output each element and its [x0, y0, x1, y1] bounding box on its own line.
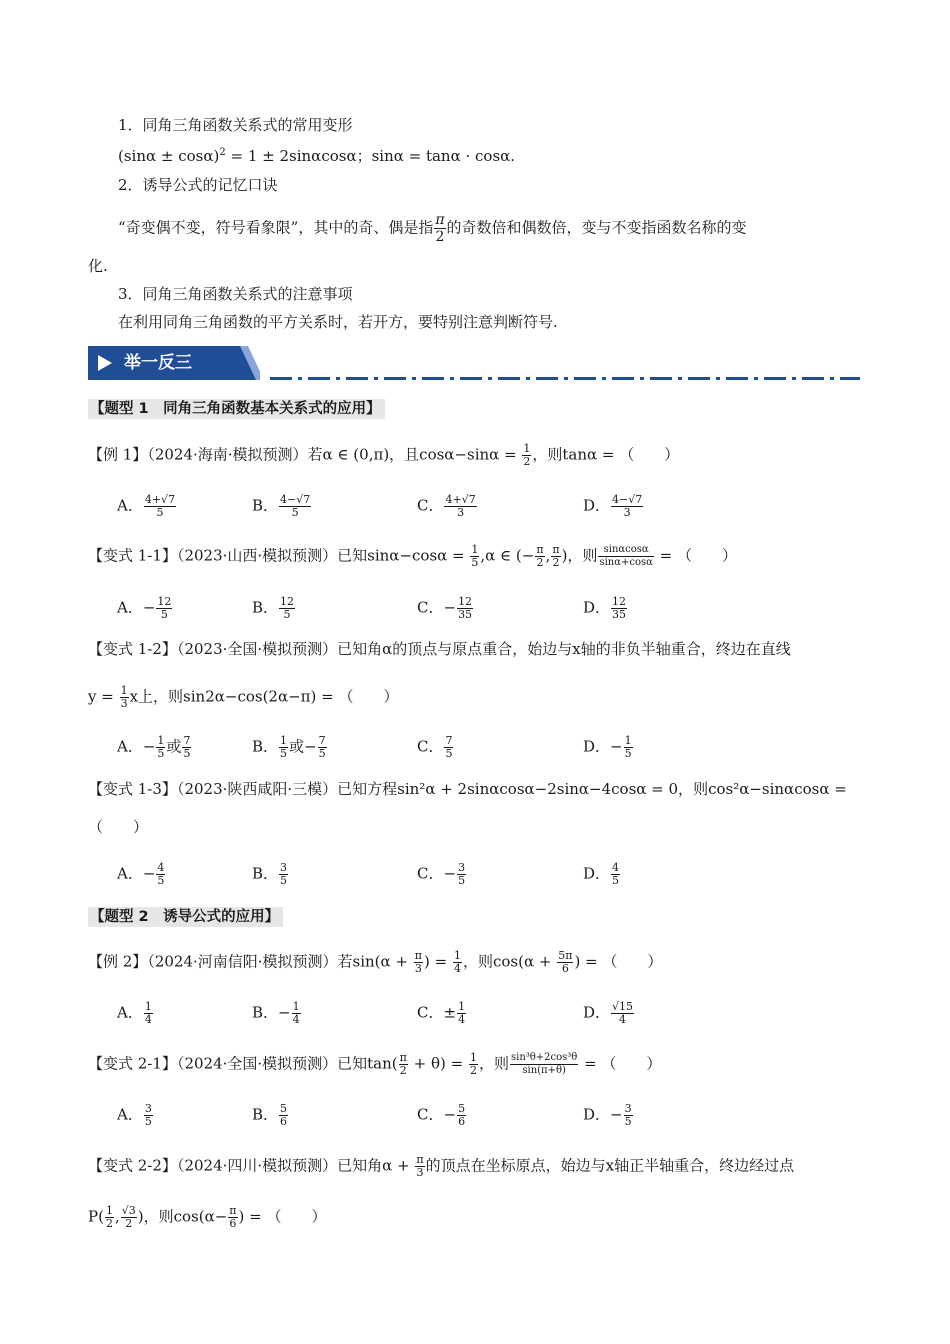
fraction-numerator: 12 — [458, 595, 473, 608]
fraction — [156, 735, 165, 760]
fraction-numerator: 4 — [612, 861, 620, 874]
fraction-denominator: 4 — [292, 1013, 300, 1026]
stem-text: 若sin(α + — [337, 952, 413, 971]
option-letter: A． — [117, 737, 143, 756]
fraction-denominator: 5 — [144, 1115, 152, 1128]
fraction-numerator: 1 — [280, 734, 288, 747]
fraction-numerator: 7 — [183, 734, 191, 747]
option-sign: − — [142, 737, 156, 756]
fraction — [611, 1001, 634, 1026]
option-letter: D． — [583, 1105, 611, 1124]
variant-2-2-stem-line-2 — [88, 1205, 327, 1230]
option-sign: − — [304, 737, 317, 756]
fraction-numerator: 7 — [318, 734, 326, 747]
fraction-denominator: 3 — [623, 506, 631, 519]
option-d[interactable] — [583, 1103, 634, 1128]
fraction — [415, 1154, 424, 1179]
example-1-stem — [88, 443, 679, 468]
option-letter: A． — [117, 864, 143, 883]
option-sign: ± — [443, 1003, 457, 1022]
option-a[interactable] — [117, 1103, 154, 1128]
fraction-denominator: 5 — [280, 747, 288, 760]
option-a[interactable] — [117, 862, 166, 887]
question-tag: 【变式 2-2】 — [88, 1156, 177, 1175]
fraction — [279, 494, 311, 519]
fraction-denominator: 3 — [414, 962, 422, 975]
option-letter: B． — [252, 496, 279, 515]
option-b[interactable] — [252, 596, 296, 621]
fraction-denominator: 35 — [612, 608, 627, 621]
stem-text: 已知角α的顶点与原点重合，始边与x轴的非负半轴重合，终边在直线 — [337, 640, 791, 658]
fraction — [551, 544, 560, 569]
fraction-numerator: 1 — [120, 684, 128, 697]
fraction-denominator: 2 — [399, 1064, 407, 1077]
question-tag: 【变式 2-1】 — [88, 1054, 177, 1073]
note-2-title: 2．诱导公式的记忆口诀 — [118, 176, 278, 194]
fraction-denominator: 5 — [160, 608, 168, 621]
stem-text: = （ ） — [579, 1054, 662, 1073]
question-source: （2024·全国·模拟预测） — [176, 1054, 338, 1073]
fraction-denominator: 5 — [183, 747, 191, 760]
fraction — [144, 1103, 153, 1128]
fraction-numerator: π — [416, 1153, 424, 1166]
fraction-denominator: 3 — [457, 506, 465, 519]
fraction-denominator: 6 — [229, 1217, 237, 1230]
fraction-numerator: 1 — [105, 1204, 113, 1217]
question-source: （2023·山西·模拟预测） — [176, 546, 338, 565]
fraction — [105, 1205, 114, 1230]
fraction-denominator: 6 — [561, 962, 569, 975]
variant-1-2-stem — [88, 639, 791, 659]
fraction — [182, 735, 191, 760]
fraction-numerator: 3 — [458, 861, 466, 874]
option-a[interactable] — [117, 494, 177, 519]
option-c[interactable] — [417, 735, 454, 760]
option-b[interactable] — [252, 494, 312, 519]
stem-text: ，则tanα = （ ） — [532, 445, 680, 464]
fraction — [292, 1001, 301, 1026]
option-letter: C． — [417, 864, 444, 883]
banner-label: 举一反三 — [124, 353, 192, 373]
option-d[interactable] — [583, 735, 634, 760]
option-d[interactable] — [583, 862, 621, 887]
option-letter: D． — [583, 1003, 611, 1022]
fraction — [121, 1205, 137, 1230]
note-3-body: 在利用同角三角函数的平方关系时，若开方，要特别注意判断符号. — [118, 313, 558, 331]
fraction-denominator: sinα+cosα — [599, 557, 653, 568]
option-letter: A． — [117, 1003, 143, 1022]
stem-text: 若α ∈ (0,π)，且cosα−sinα = — [307, 445, 522, 464]
note-3-title: 3．同角三角函数关系式的注意事项 — [118, 285, 353, 303]
option-b[interactable] — [252, 1001, 302, 1026]
fraction-numerator: 1 — [471, 543, 479, 556]
stem-text: 已知角α + — [337, 1156, 415, 1175]
fraction-denominator: 4 — [453, 962, 461, 975]
example-2-stem — [88, 950, 662, 975]
question-tag: 【例 2】 — [88, 952, 148, 971]
stem-text: ，则cos(α + — [462, 952, 557, 971]
fraction-numerator: 1 — [469, 1051, 477, 1064]
pi-over-2-fraction — [434, 212, 445, 245]
fraction — [598, 544, 653, 569]
question-source: （2024·四川·模拟预测） — [176, 1156, 338, 1175]
option-b[interactable] — [252, 735, 328, 760]
fraction — [144, 1001, 153, 1026]
fraction — [156, 596, 172, 621]
option-c[interactable] — [417, 494, 478, 519]
fraction — [557, 950, 573, 975]
fraction-denominator: 5 — [157, 747, 165, 760]
stem-text: )，则 — [561, 546, 598, 565]
stem-text: )，则cos(α− — [137, 1207, 228, 1226]
stem-text: ，则 — [478, 1054, 509, 1073]
option-sign: − — [278, 1003, 291, 1022]
fraction-denominator: 4 — [619, 1013, 627, 1026]
stem-text: x上，则sin2α−cos(2α−π) = （ ） — [129, 687, 399, 706]
fraction-numerator: 5π — [558, 949, 573, 962]
option-d[interactable] — [583, 596, 628, 621]
fraction-denominator: 5 — [157, 874, 165, 887]
option-a[interactable] — [117, 1001, 154, 1026]
option-letter: C． — [417, 1003, 444, 1022]
option-sign: − — [610, 1105, 623, 1124]
fraction-numerator: sin³θ+2cos³θ — [510, 1052, 578, 1063]
option-c[interactable] — [417, 862, 467, 887]
fraction-numerator: 1 — [292, 1000, 300, 1013]
fraction — [457, 1103, 466, 1128]
option-sign: − — [443, 864, 457, 883]
fraction-denominator: 5 — [624, 747, 632, 760]
question-source: （2023·陕西咸阳·三模） — [176, 780, 338, 798]
formula-part-a: (sinα ± cosα) — [118, 147, 220, 165]
option-d[interactable] — [583, 494, 644, 519]
fraction — [279, 1103, 288, 1128]
option-letter: D． — [583, 737, 611, 756]
fraction-numerator: sinαcosα — [598, 544, 653, 557]
variant-2-2-stem — [88, 1154, 794, 1179]
fraction-numerator: 12 — [612, 595, 627, 608]
fraction-numerator: √3 — [121, 1204, 136, 1217]
fraction — [611, 494, 643, 519]
fraction-denominator: 3 — [120, 697, 128, 710]
stem-text: ) = （ ） — [574, 952, 663, 971]
fraction-denominator: 2 — [523, 455, 531, 468]
fraction — [457, 596, 473, 621]
stem-text: 已知tan( — [337, 1054, 398, 1073]
fraction — [510, 1052, 578, 1077]
option-letter: A． — [117, 1105, 143, 1124]
fraction — [120, 685, 129, 710]
option-letter: B． — [252, 737, 279, 756]
fraction — [144, 494, 176, 519]
stem-text: , — [545, 546, 551, 565]
fraction-numerator: π — [229, 1204, 237, 1217]
fraction-numerator: 4 — [157, 861, 165, 874]
formula-exponent: 2 — [219, 147, 226, 158]
fraction-numerator: 1 — [624, 734, 632, 747]
fraction — [611, 862, 620, 887]
fraction-numerator: 1 — [458, 1000, 466, 1013]
question-source: （2023·全国·模拟预测） — [176, 640, 338, 658]
fraction-denominator: 4 — [144, 1013, 152, 1026]
fraction-denominator: 5 — [445, 747, 453, 760]
fraction-denominator: 5 — [624, 1115, 632, 1128]
fraction-denominator: 6 — [280, 1115, 288, 1128]
fraction-numerator: 1 — [144, 1000, 152, 1013]
option-b[interactable] — [252, 1103, 289, 1128]
option-letter: C． — [417, 1105, 444, 1124]
fraction-denominator: sin(π+θ) — [522, 1065, 566, 1076]
option-letter: C． — [417, 598, 444, 617]
fraction-denominator: 5 — [291, 506, 299, 519]
option-letter: B． — [252, 1003, 279, 1022]
note-1-title: 1．同角三角函数关系式的常用变形 — [118, 116, 353, 134]
fraction-numerator: 5 — [280, 1102, 288, 1115]
fraction-denominator: 5 — [612, 874, 620, 887]
fraction-numerator: 1 — [453, 949, 461, 962]
fraction-numerator: 1 — [157, 734, 165, 747]
fraction — [453, 950, 462, 975]
variant-1-1-stem — [88, 544, 737, 569]
option-sign: − — [610, 737, 623, 756]
question-tag: 【例 1】 — [88, 445, 148, 464]
fraction-denominator: 5 — [471, 556, 479, 569]
stem-text: y = — [88, 687, 119, 706]
fraction-numerator: 4−√7 — [612, 493, 643, 506]
formula-part-b: = 1 ± 2sinαcosα；sinα = tanα · cosα. — [225, 147, 516, 165]
option-letter: C． — [417, 496, 444, 515]
note-2-body — [118, 212, 747, 245]
option-c[interactable] — [417, 1103, 467, 1128]
option-sign: − — [142, 864, 156, 883]
fraction-numerator: 12 — [157, 595, 172, 608]
variant-1-2-stem-line-2 — [88, 685, 399, 710]
fraction — [624, 735, 633, 760]
fraction-numerator: π — [552, 543, 560, 556]
fraction — [414, 950, 423, 975]
fraction-denominator: 4 — [458, 1013, 466, 1026]
fraction — [522, 443, 531, 468]
stem-text: = （ ） — [654, 546, 737, 565]
banner-dashed-rule — [270, 377, 860, 380]
fraction — [469, 1052, 478, 1077]
fraction — [399, 1052, 408, 1077]
note-2-body-b: 的奇数倍和偶数倍，变与不变指函数名称的变 — [446, 218, 747, 237]
option-letter: D． — [583, 598, 611, 617]
fraction-denominator: 2 — [435, 229, 445, 245]
fraction — [457, 862, 466, 887]
option-letter: D． — [583, 496, 611, 515]
fraction-numerator: 7 — [445, 734, 453, 747]
question-source: （2024·河南信阳·模拟预测） — [147, 952, 338, 971]
fraction — [228, 1205, 237, 1230]
fraction-denominator: 2 — [552, 556, 560, 569]
fraction-numerator: π — [435, 212, 445, 228]
option-letter: B． — [252, 864, 279, 883]
question-tag: 【变式 1-3】 — [88, 780, 177, 798]
fraction-numerator: 4−√7 — [280, 493, 311, 506]
variant-2-1-stem — [88, 1052, 661, 1077]
stem-text: 的顶点在坐标原点，始边与x轴正半轴重合，终边经过点 — [425, 1156, 795, 1175]
stem-text: ) = （ ） — [238, 1207, 327, 1226]
stem-text: 已知方程sin²α + 2sinαcosα−2sinα−4cosα = 0，则cos²α−sinαcosα = — [337, 780, 847, 798]
type-1-heading: 【题型 1 同角三角函数基本关系式的应用】 — [88, 399, 385, 419]
option-letter: B． — [252, 1105, 279, 1124]
stem-text: ,α ∈ (− — [480, 546, 535, 565]
option-letter: A． — [117, 496, 143, 515]
fraction-numerator: √15 — [612, 1000, 634, 1013]
fraction-denominator: 2 — [536, 556, 544, 569]
option-c[interactable] — [417, 1001, 467, 1026]
fraction-denominator: 5 — [318, 747, 326, 760]
fraction — [279, 862, 288, 887]
note-2-body-a: “奇变偶不变，符号看象限”，其中的奇、偶是指 — [118, 218, 434, 237]
fraction — [457, 1001, 466, 1026]
option-a[interactable] — [117, 596, 173, 621]
question-source: （2024·海南·模拟预测） — [147, 445, 308, 464]
fraction — [611, 596, 627, 621]
option-a[interactable] — [117, 735, 192, 760]
fraction-denominator: 3 — [416, 1166, 424, 1179]
fraction — [624, 1103, 633, 1128]
fraction-denominator: 5 — [283, 608, 291, 621]
fraction-denominator: 2 — [105, 1217, 113, 1230]
option-d[interactable] — [583, 1001, 635, 1026]
fraction-numerator: 4+√7 — [144, 493, 176, 506]
fraction — [279, 596, 295, 621]
fraction — [535, 544, 544, 569]
option-letter: C． — [417, 737, 444, 756]
variant-1-3-stem — [88, 779, 847, 799]
fraction-denominator: 2 — [469, 1064, 477, 1077]
option-letter: B． — [252, 598, 279, 617]
fraction-numerator: 4+√7 — [445, 493, 476, 506]
question-tag: 【变式 1-1】 — [88, 546, 177, 565]
question-tag: 【变式 1-2】 — [88, 640, 177, 658]
stem-text: 已知sinα−cosα = — [337, 546, 470, 565]
option-sign: − — [443, 1105, 457, 1124]
type-2-heading: 【题型 2 诱导公式的应用】 — [88, 907, 283, 927]
fraction-numerator: π — [536, 543, 544, 556]
fraction-denominator: 5 — [156, 506, 164, 519]
stem-text: ) = — [424, 952, 452, 971]
fraction — [444, 735, 453, 760]
note-2-body-c: 化. — [88, 257, 108, 275]
option-sign: − — [443, 598, 457, 617]
fraction-numerator: 3 — [624, 1102, 632, 1115]
stem-text: + θ) = — [408, 1054, 468, 1073]
fraction-denominator: 2 — [125, 1217, 133, 1230]
option-or: 或 — [166, 737, 182, 756]
fraction-numerator: π — [414, 949, 423, 962]
option-letter: D． — [583, 864, 611, 883]
fraction — [318, 735, 327, 760]
fraction-denominator: 35 — [458, 608, 473, 621]
fraction-numerator: π — [399, 1051, 407, 1064]
fraction-denominator: 5 — [280, 874, 288, 887]
fraction-numerator: 3 — [280, 861, 288, 874]
fraction — [444, 494, 476, 519]
fraction-denominator: 5 — [458, 874, 466, 887]
fraction-numerator: 1 — [523, 442, 531, 455]
option-sign: − — [142, 598, 156, 617]
stem-text: , — [114, 1207, 120, 1226]
option-letter: A． — [117, 598, 143, 617]
fraction-denominator: 6 — [458, 1115, 466, 1128]
fraction-numerator: 3 — [144, 1102, 152, 1115]
fraction — [156, 862, 165, 887]
stem-text: P( — [88, 1207, 104, 1226]
option-b[interactable] — [252, 862, 289, 887]
variant-1-3-stem-line-2: （ ） — [88, 818, 149, 836]
fraction — [279, 735, 288, 760]
fraction — [470, 544, 479, 569]
fraction-numerator: 5 — [458, 1102, 466, 1115]
option-c[interactable] — [417, 596, 474, 621]
fraction-numerator: 12 — [280, 595, 295, 608]
option-or: 或 — [289, 737, 305, 756]
note-1-formula — [118, 143, 515, 166]
